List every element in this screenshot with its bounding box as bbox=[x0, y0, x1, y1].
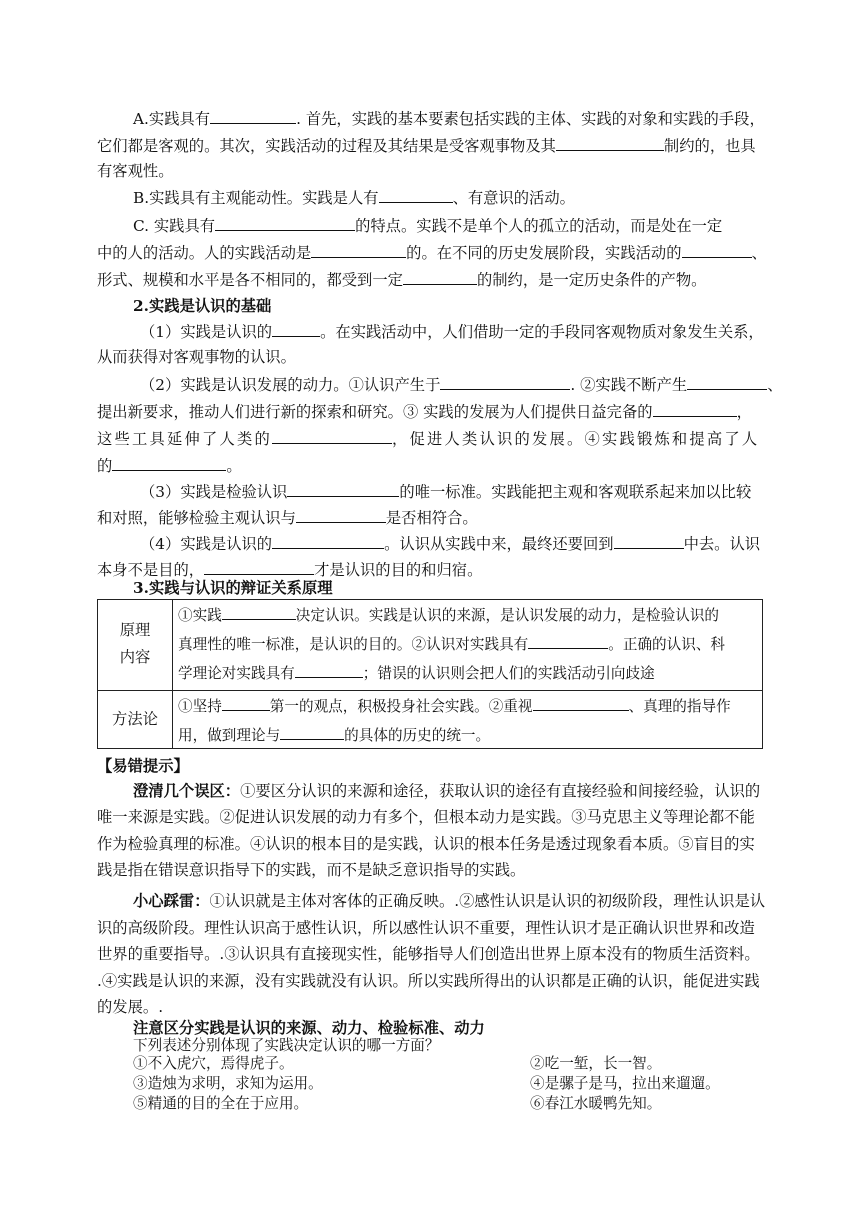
blank[interactable] bbox=[272, 428, 392, 444]
table-col-divider bbox=[172, 600, 173, 748]
blank[interactable] bbox=[556, 135, 664, 151]
blank[interactable] bbox=[272, 321, 320, 337]
tips-title: 【易错提示】 bbox=[97, 757, 189, 775]
mine-line4: .④实践是认识的来源，没有实践就没有认识。所以实践所得出的认识都是正确的认识，能促进实践 bbox=[97, 972, 760, 990]
blank[interactable] bbox=[222, 604, 296, 620]
section-a-line3: 有客观性。 bbox=[97, 162, 174, 180]
p4-line1: （4）实践是认识的 。认识从实践中来，最终还要回到 中去。认识 bbox=[140, 535, 761, 553]
p3-line1: （3）实践是检验认识 的唯一标准。实践能把主观和客观联系起来加以比较 bbox=[140, 483, 752, 501]
section-b-line: B.实践具有主观能动性。实践是人有 、有意识的活动。 bbox=[133, 189, 575, 207]
mine-line1: 小心踩雷：①认识就是主体对客体的正确反映。.②感性认识是认识的初级阶段，理性认识是认 bbox=[133, 892, 766, 910]
blank[interactable] bbox=[296, 507, 386, 523]
clarify-line4: 践是指在错误意识指导下的实践，而不是缺乏意识指导的实践。 bbox=[97, 861, 526, 879]
section-c-line1: C. 实践具有 的特点。实践不是单个人的孤立的活动，而是处在一定 bbox=[133, 217, 723, 235]
blank[interactable] bbox=[311, 242, 406, 258]
blank[interactable] bbox=[287, 481, 399, 497]
blank[interactable] bbox=[210, 108, 296, 124]
question: 下列表述分别体现了实践决定认识的哪一方面？ bbox=[133, 1037, 440, 1054]
table-r2-line2: 用，做到理论与 的具体的历史的统一。 bbox=[178, 724, 490, 746]
option-1: ①不入虎穴，焉得虎子。 bbox=[133, 1055, 294, 1072]
heading-dialectical: 3.实践与认识的辩证关系原理 bbox=[133, 579, 333, 597]
blank[interactable] bbox=[222, 695, 270, 711]
p2-line2: 提出新要求，推动人们进行新的探索和研究。③ 实践的发展为人们提供日益完备的 ， bbox=[97, 403, 752, 421]
option-5: ⑤精通的目的全在于应用。 bbox=[133, 1095, 309, 1112]
blank[interactable] bbox=[280, 724, 344, 740]
p4-line2: 本身不是目的， 才是认识的目的和归宿。 bbox=[97, 561, 483, 579]
heading-practice-basis: 2.实践是认识的基础 bbox=[133, 297, 272, 315]
p1-line2: 从而获得对客观事物的认识。 bbox=[97, 348, 296, 366]
label-methodology: 方法论 bbox=[112, 710, 158, 728]
section-c-line2: 中的人的活动。人的实践活动是 的。在不同的历史发展阶段，实践活动的 、 bbox=[97, 244, 767, 262]
blank[interactable] bbox=[653, 401, 737, 417]
blank[interactable] bbox=[528, 633, 608, 649]
mine-line5: 的发展。. bbox=[97, 998, 164, 1016]
clarify-line1: 澄清几个误区：①要区分认识的来源和途径，获取认识的途径有直接经验和间接经验，认识的 bbox=[133, 782, 761, 800]
table-r1-line3: 学理论对实践具有 ；错误的认识则会把人们的实践活动引向歧途 bbox=[178, 662, 655, 684]
table-r2-line1: ①坚持 第一的观点，积极投身社会实践。②重视 、真理的指导作 bbox=[178, 695, 731, 717]
note-title: 注意区分实践是认识的来源、动力、检验标准、动力 bbox=[133, 1019, 485, 1037]
p1-line1: （1）实践是认识的 。在实践活动中，人们借助一定的手段同客观物质对象发生关系， bbox=[140, 323, 764, 341]
label-content: 内容 bbox=[119, 648, 151, 666]
blank[interactable] bbox=[272, 533, 384, 549]
blank[interactable] bbox=[379, 187, 453, 203]
clarify-line2: 唯一来源是实践。②促进认识发展的动力有多个，但根本动力是实践。③马克思主义等理论都不能 bbox=[97, 808, 755, 826]
table-r1-line2: 真理性的唯一标准，是认识的目的。②认识对实践具有 。正确的认识、科 bbox=[178, 633, 725, 655]
option-6: ⑥春江水暖鸭先知。 bbox=[530, 1095, 662, 1112]
blank[interactable] bbox=[295, 662, 363, 678]
blank[interactable] bbox=[614, 533, 684, 549]
mine-line3: 世界的重要指导。.③认识具有直接现实性，能够指导人们创造出世界上原本没有的物质生活资料。 bbox=[97, 945, 760, 963]
clarify-line3: 作为检验真理的标准。④认识的根本目的是实践，认识的根本任务是透过现象看本质。⑤盲目的实 bbox=[97, 835, 755, 853]
blank[interactable] bbox=[204, 559, 314, 575]
blank[interactable] bbox=[440, 374, 570, 390]
section-a-line1: A.实践具有 . 首先，实践的基本要素包括实践的主体、实践的对象和实践的手段， bbox=[133, 110, 765, 128]
blank[interactable] bbox=[682, 242, 752, 258]
mine-label: 小心踩雷： bbox=[133, 892, 210, 910]
table-r1-line1: ①实践 决定认识。实践是认识的来源，是认识发展的动力，是检验认识的 bbox=[178, 604, 719, 626]
blank[interactable] bbox=[112, 455, 226, 471]
option-2: ②吃一堑，长一智。 bbox=[530, 1055, 662, 1072]
section-a-line2: 它们都是客观的。其次，实践活动的过程及其结果是受客观事物及其 制约的，也具 bbox=[97, 137, 756, 155]
blank[interactable] bbox=[533, 695, 629, 711]
clarify-label: 澄清几个误区： bbox=[133, 782, 241, 800]
section-c-line3: 形式、规模和水平是各不相同的，都受到一定 的制约，是一定历史条件的产物。 bbox=[97, 271, 707, 289]
blank[interactable] bbox=[215, 215, 355, 231]
option-4: ④是骡子是马，拉出来遛遛。 bbox=[530, 1075, 720, 1092]
p2-line3: 这些工具延伸了人类的 ，促进人类认识的发展。④实践锻炼和提高了人 bbox=[97, 430, 760, 448]
p2-line4: 的 。 bbox=[97, 457, 242, 475]
mine-line2: 识的高级阶段。理性认识高于感性认识，所以感性认识不重要，理性认识才是正确认识世界和改造 bbox=[97, 919, 755, 937]
label-principle: 原理 bbox=[119, 621, 151, 639]
principle-table bbox=[97, 599, 763, 749]
blank[interactable] bbox=[687, 374, 767, 390]
option-3: ③造烛为求明，求知为运用。 bbox=[133, 1075, 323, 1092]
table-row-divider bbox=[98, 690, 762, 691]
p2-line1: （2）实践是认识发展的动力。①认识产生于 . ②实践不断产生 、 bbox=[140, 376, 783, 394]
p3-line2: 和对照，能够检验主观认识与 是否相符合。 bbox=[97, 509, 478, 527]
blank[interactable] bbox=[403, 269, 477, 285]
